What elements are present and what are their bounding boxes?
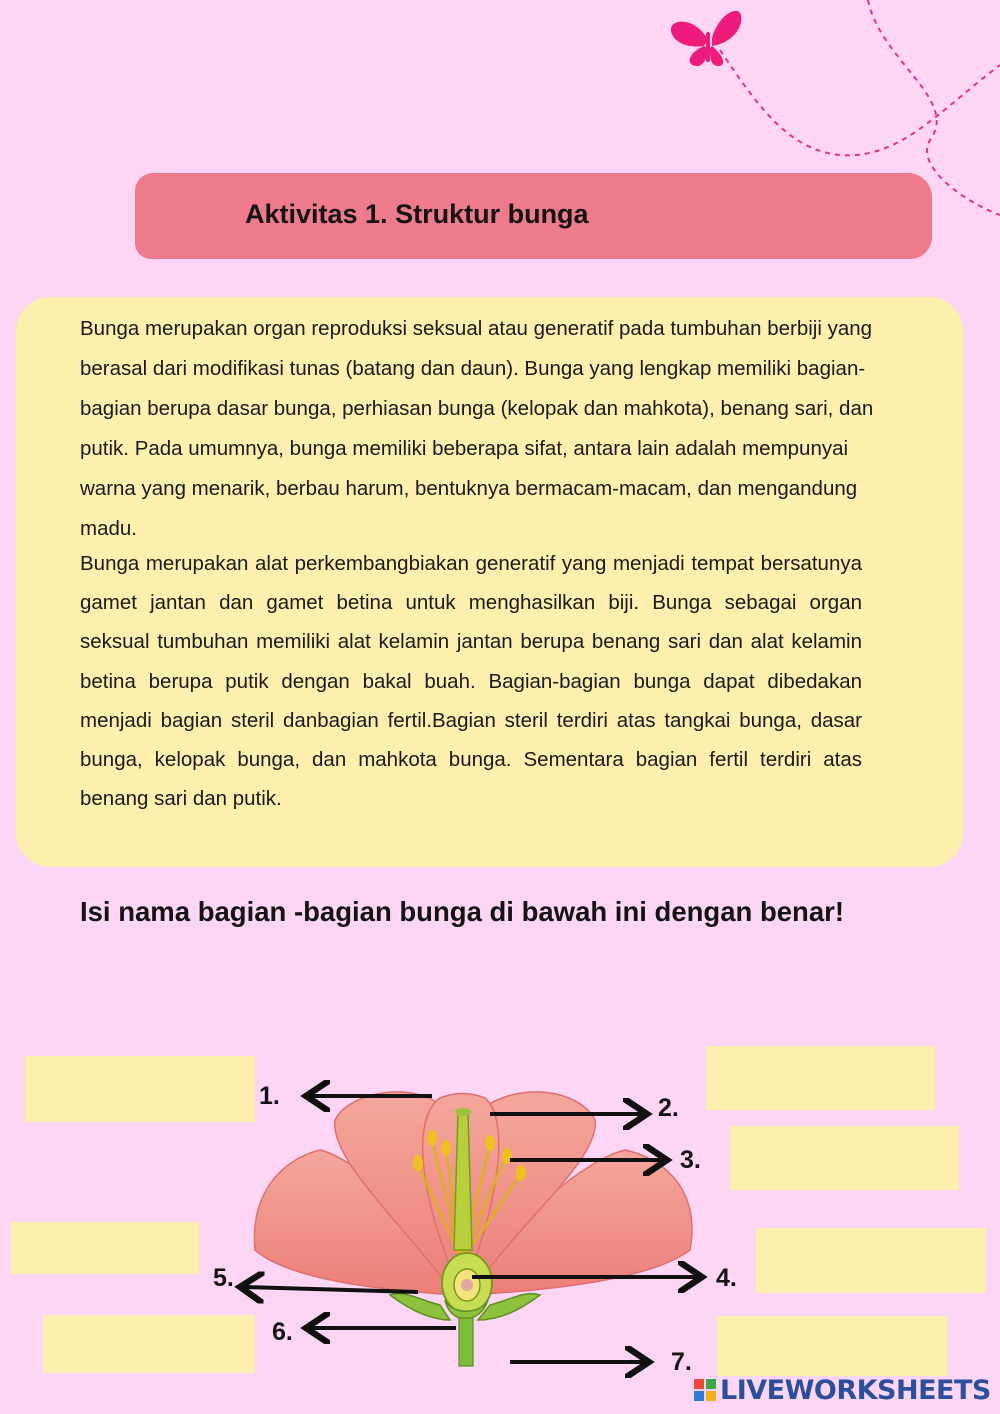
page-title: Aktivitas 1. Struktur bunga [245, 199, 589, 229]
instruction-text: Isi nama bagian -bagian bunga di bawah ini dengan benar! [80, 896, 844, 927]
info-paragraph-2: Bunga merupakan alat perkembangbiakan generatif yang menjadi tempat bersatunya gamet jantan dan gamet betina untuk menghasilkan biji. Bunga sebagai organ seksual tumbuhan memiliki alat kelamin jantan berupa benang sari dan alat kelamin betina berupa putik dengan bakal buah. Bagian-bagian bunga dapat dibedakan menjadi bagian steril danbagian fertil.Bagian steril terdiri atas tangkai bunga, dasar bunga, kelopak bunga, dan mahkota bunga. Sementara bagian fertil terdiri atas benang sari dan putik. [80, 552, 862, 811]
label-number-6: 6. [272, 1318, 293, 1346]
answer-input-2[interactable] [706, 1046, 935, 1110]
brand-name: LIVEWORKSHEETS [720, 1374, 991, 1406]
answer-input-3[interactable] [730, 1126, 959, 1190]
label-number-7: 7. [671, 1348, 692, 1376]
label-number-5: 5. [213, 1264, 234, 1292]
answer-input-6[interactable] [43, 1315, 255, 1373]
label-number-1: 1. [259, 1082, 280, 1110]
label-number-2: 2. [658, 1094, 679, 1122]
brand-logo-icon [694, 1379, 716, 1401]
answer-input-1[interactable] [25, 1056, 255, 1122]
answer-input-4[interactable] [756, 1228, 986, 1293]
info-paragraph-1: Bunga merupakan organ reproduksi seksual atau generatif pada tumbuhan berbiji yang berasal dari modifikasi tunas (batang dan daun). Bunga yang lengkap memiliki bagian-bagian berupa dasar bunga, perhiasan bunga (kelopak dan mahkota), benang sari, dan putik. Pada umumnya, bunga memiliki beberapa sifat, antara lain adalah mempunyai warna yang menarik, berbau harum, bentuknya bermacam-macam, dan mengandung madu. [80, 317, 874, 540]
label-number-4: 4. [716, 1264, 737, 1292]
answer-input-7[interactable] [717, 1316, 947, 1376]
brand-watermark [694, 1373, 991, 1407]
flower-stalk [459, 1318, 473, 1366]
butterfly-icon [671, 11, 741, 66]
answer-input-5[interactable] [11, 1222, 199, 1274]
label-number-3: 3. [680, 1146, 701, 1174]
